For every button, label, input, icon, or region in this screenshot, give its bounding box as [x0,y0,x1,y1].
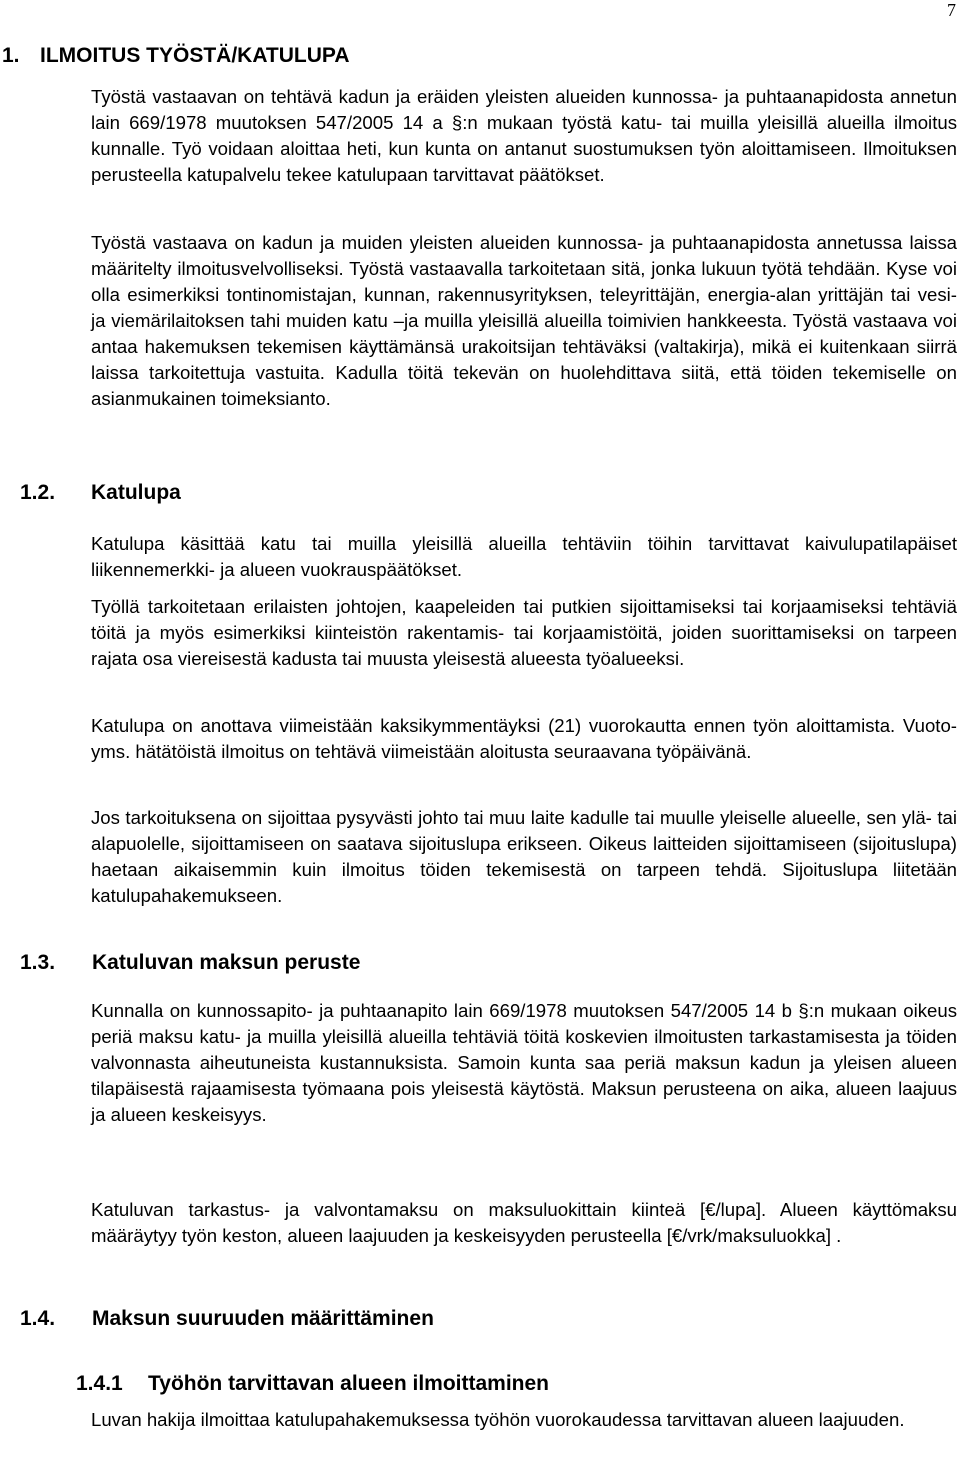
paragraph: Katuluvan tarkastus- ja valvontamaksu on maksuluokittain kiinteä [€/lupa]. Alueen käyttömaksu määräytyy työn keston, alueen laajuuden ja keskeisyyden perusteella [€/vrk/maksuluokka] . [91,1199,957,1246]
paragraph: Luvan hakija ilmoittaa katulupahakemuksessa työhön vuorokaudessa tarvittavan alueen laajuuden. [91,1409,905,1430]
section-number: 1.4. [20,1307,56,1330]
section-1-4-1-heading [76,1372,549,1396]
page-number: 7 [947,0,956,20]
section-1-2-heading [20,481,181,505]
section-title: Maksun suuruuden määrittäminen [92,1307,434,1330]
section-title: ILMOITUS TYÖSTÄ/KATULUPA [40,44,350,67]
paragraph: Työstä vastaava on kadun ja muiden yleisten alueiden kunnossa- ja puhtaanapidosta annetussa laissa määritelty ilmoitusvelvolliseksi. Työstä vastaavalla tarkoitetaan sitä, jonka lukuun työtä tehdään. Kyse voi olla esimerkiksi tontinomistajan, kunnan, rakennusyrityksen, teleyrittäjän, energia-alan yrittäjän tai vesi- ja viemärilaitoksen tahi muiden katu –ja muilla yleisillä alueilla toimivien hankkeesta. Työstä vastaava voi antaa hakemuksen tekemisen käyttämänsä urakoitsijan tehtäväksi (valtakirja), mikä ei kuitenkaan siirrä laissa tarkoitettuja vastuita. Kadulla töitä tekevän on huolehdittava siitä, että töiden tekemiselle on asianmukainen toimeksianto. [91,232,957,409]
section-title: Työhön tarvittavan alueen ilmoittaminen [148,1372,550,1395]
section-number: 1.4.1 [76,1372,123,1395]
section-title: Katulupa [91,481,181,504]
section-1-3-heading [20,951,360,975]
section-number: 1.3. [20,951,56,974]
paragraph: Kunnalla on kunnossapito- ja puhtaanapito lain 669/1978 muutoksen 547/2005 14 b §:n mukaan oikeus periä maksu katu- ja muilla yleisillä alueilla tehtäviä töitä koskevien ilmoitusten tarkastamisesta ja töiden valvonnasta aiheutuneista kustannuksista. Samoin kunta saa periä maksun kadun ja yleisen alueen tilapäisestä rajaamisesta työmaana pois yleisestä käytöstä. Maksun perusteena on aika, alueen laajuus ja alueen keskeisyys. [91,1000,957,1125]
section-number: 1. [2,44,20,67]
paragraph: Katulupa on anottava viimeistään kaksikymmentäyksi (21) vuorokautta ennen työn aloittamista. Vuoto- yms. hätätöistä ilmoitus on tehtävä viimeistään aloitusta seuraavana työpäivänä. [91,715,957,762]
section-1-heading [2,44,350,68]
paragraph: Jos tarkoituksena on sijoittaa pysyvästi johto tai muu laite kadulle tai muulle yleiselle alueelle, sen ylä- tai alapuolelle, sijoittamiseen on saatava sijoituslupa erikseen. Oikeus laitteiden sijoittamiseen (sijoituslupa) haetaan aikaisemmin kuin ilmoitus töiden tekemisestä on tarpeen tehdä. Sijoituslupa liitetään katulupahakemukseen. [91,807,957,906]
paragraph: Työstä vastaavan on tehtävä kadun ja eräiden yleisten alueiden kunnossa- ja puhtaanapidosta annetun lain 669/1978 muutoksen 547/2005 14 a §:n mukaan työstä katu- tai muilla yleisillä alueilla ilmoitus kunnalle. Työ voidaan aloittaa heti, kun kunta on antanut suostumuksen työn aloittamiseen. Ilmoituksen perusteella katupalvelu tekee katulupaan tarvittavat päätökset. [91,86,957,185]
paragraph: Työllä tarkoitetaan erilaisten johtojen, kaapeleiden tai putkien sijoittamiseksi tai korjaamiseksi tehtäviä töitä ja myös esimerkiksi kiinteistön rakentamis- tai korjaamistöitä, joiden suorittamiseksi on tarpeen rajata osa viereisestä kadusta tai muusta yleisestä alueesta työalueeksi. [91,596,957,669]
section-title: Katuluvan maksun peruste [92,951,361,974]
paragraph: Katulupa käsittää katu tai muilla yleisillä alueilla tehtäviin töihin tarvittavat kaivulupatilapäiset liikennemerkki- ja alueen vuokrauspäätökset. [91,533,957,580]
section-1-4-heading [20,1307,434,1331]
section-number: 1.2. [20,481,56,504]
